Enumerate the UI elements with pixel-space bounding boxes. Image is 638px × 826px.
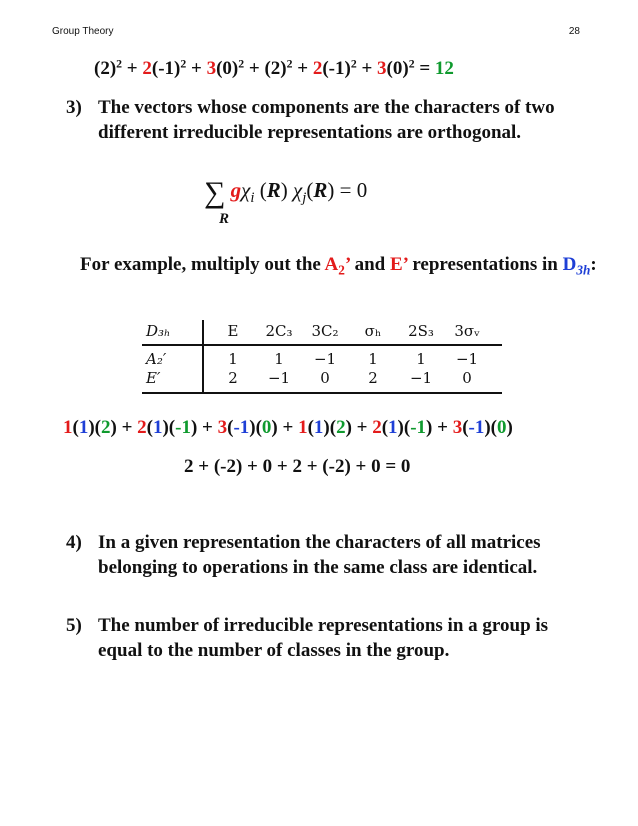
table-bottom-rule — [142, 392, 502, 394]
rule-5 — [66, 613, 596, 663]
table-header-cell: E — [227, 322, 239, 340]
page-number: 28 — [568, 26, 580, 37]
table-row-label: E′ — [146, 369, 161, 387]
example-paragraph: For example, multiply out the $A_2$’ and E’ representations in $D_{3h}$: — [80, 254, 597, 278]
rule-4-number: 4) — [66, 532, 82, 553]
product-expansion: 1(1)(2) + 2(1)(-1) + 3(-1)(0) + 1(1)(2) + 2(1)(-1) + 3(-1)(0) — [63, 417, 513, 438]
orthogonality-formula: ∑ R $g\chi_i$ (R) $\chi_j(R) = 0$ — [204, 176, 368, 227]
rule-3-text: The vectors whose components are the characters of two different irreducible representations are orthogonal. — [98, 97, 555, 143]
table-row-eprime — [142, 369, 502, 391]
table-cell: 0 — [320, 369, 330, 387]
rule-5-number: 5) — [66, 615, 82, 636]
table-header-cell: 2S₃ — [408, 322, 434, 340]
table-header-cell: 3σᵥ — [454, 322, 480, 340]
table-cell: −1 — [409, 369, 433, 387]
table-cell: −1 — [267, 369, 291, 387]
table-cell: 2 — [228, 369, 238, 387]
table-header-row — [142, 322, 502, 344]
table-header-cell: 3C₂ — [311, 322, 339, 340]
rule-5-text: The number of irreducible representations in a group is equal to the number of classes in the group. — [98, 615, 549, 661]
table-cell: 1 — [416, 350, 426, 368]
table-cell: 1 — [228, 350, 238, 368]
table-cell: −1 — [455, 350, 479, 368]
rule-4 — [66, 530, 596, 580]
table-header-cell: σₕ — [364, 322, 382, 340]
rule-4-text: In a given representation the characters of all matrices belonging to operations in the same class are identical. — [98, 532, 541, 578]
table-cell: −1 — [313, 350, 337, 368]
rule-3 — [66, 95, 596, 145]
table-cell: 1 — [274, 350, 284, 368]
table-divider-horizontal — [142, 344, 502, 346]
character-sum-equation: $(2)^2 + 2(-1)^2 + 3(0)^2 + (2)^2 + 2(-1)^2 + 3(0)^2 = 12$ — [94, 57, 454, 79]
table-group-label: D₃ₕ — [146, 322, 171, 340]
table-cell: 2 — [368, 369, 378, 387]
table-row-label: A₂′ — [146, 350, 167, 368]
table-cell: 0 — [462, 369, 472, 387]
table-cell: 1 — [368, 350, 378, 368]
table-header-cell: 2C₃ — [265, 322, 293, 340]
rule-3-number: 3) — [66, 97, 82, 118]
product-sum-result: 2 + (-2) + 0 + 2 + (-2) + 0 = 0 — [184, 456, 411, 477]
running-header-title: Group Theory — [52, 26, 114, 37]
